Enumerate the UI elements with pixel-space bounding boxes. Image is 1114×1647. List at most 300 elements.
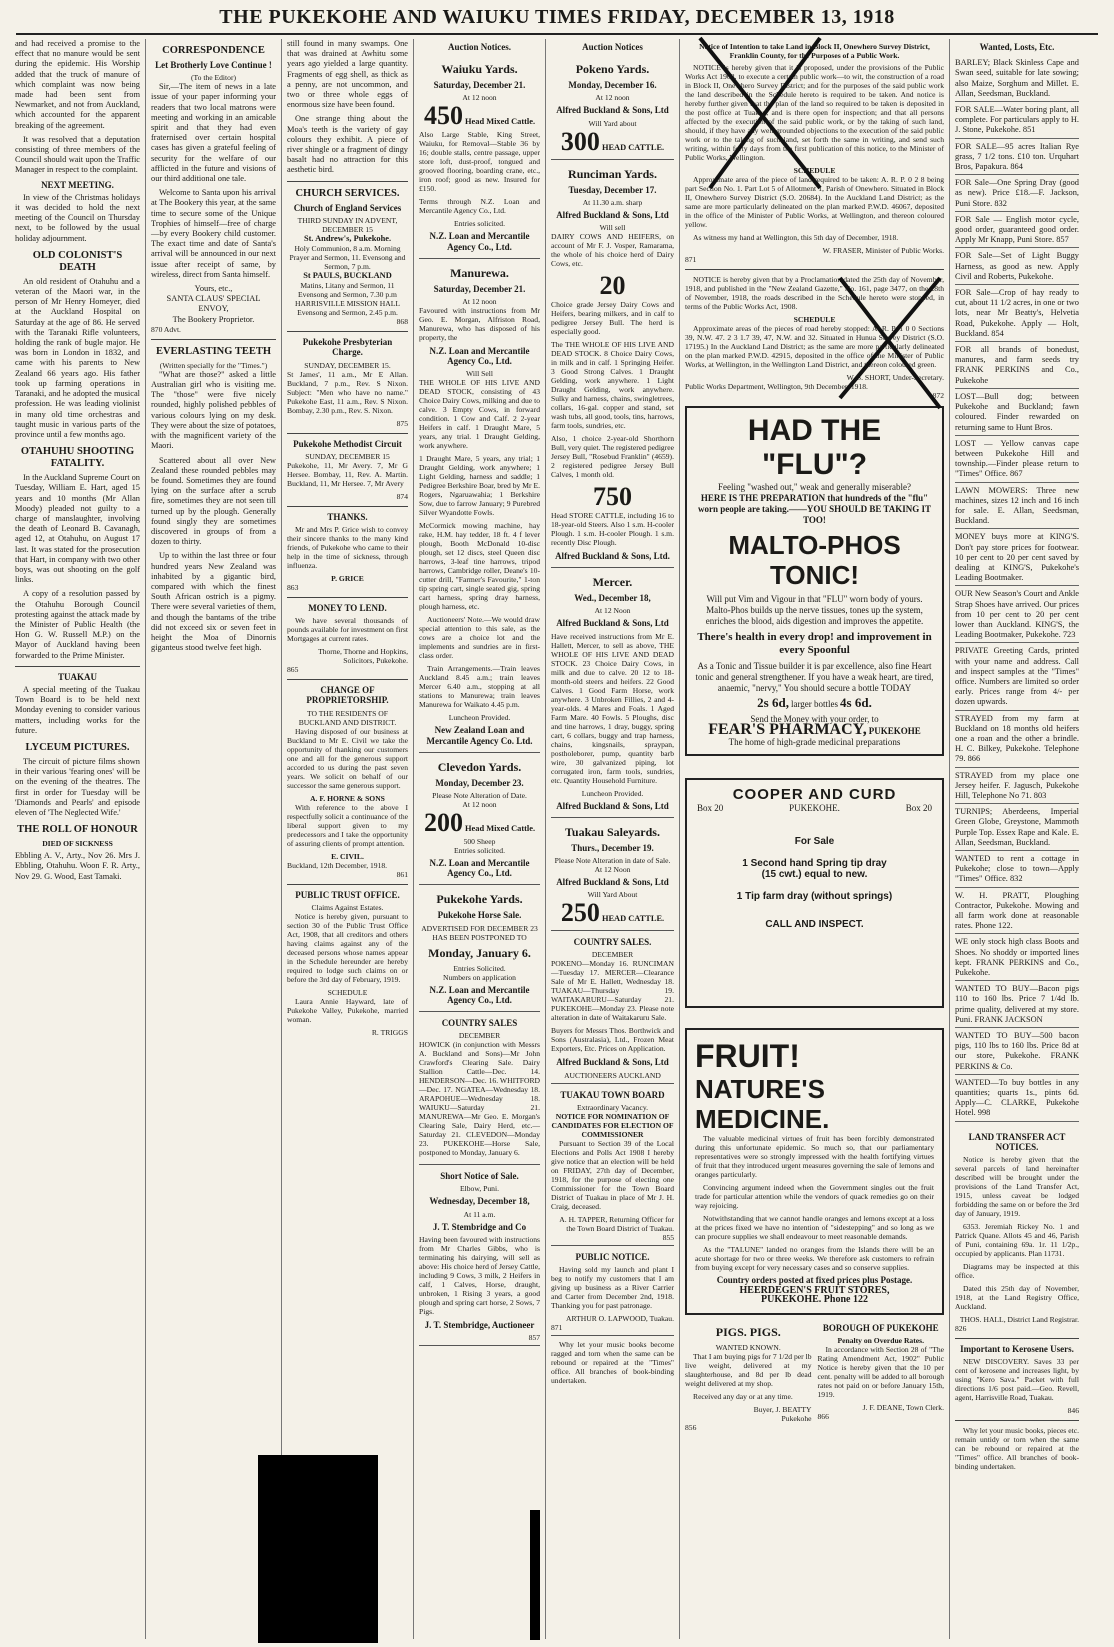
auction-pukekohe <box>419 885 540 1012</box>
advert-text: As a Tonic and Tissue builder it is par excellence, also fine Heart tonic and general strengthener. If you have a weak heart, are tired, anaemic, "nervy," You should secure a bottle TODAY <box>695 661 934 693</box>
ad-number: 857 <box>528 1333 540 1343</box>
classified-ad: W. H. PRATT, Ploughing Contractor, Pukekohe. Mowing and all farm work done at reasonable rates. Phone 122. <box>955 888 1079 935</box>
redaction-block <box>258 1455 378 1643</box>
notice-text: Notice is hereby given that the several parcels of land hereinafter described will be brought under the provisions of the Land Transfer Act, 1915, unless caveat be lodged forbidding the same on or before the 3rd day of January, 1919. <box>955 1155 1079 1219</box>
article-heading: OLD COLONIST'S DEATH <box>32 249 123 273</box>
auction-text: Entries Solicited. <box>453 963 506 973</box>
notice-text: Approximate area of the piece of land required to be taken: A. R. P. 0 2 8 being part Section No. 1. Part Lot 5 of Allotment 1, Parish of Onewhero. Situated in Block II, Onewhero Survey District (S.O. 20684). In the Auckland Land District; as the same are more particularly delineated on the plan marked P.W.D. 46067, deposited in the office of the Minister of Public Works, at Wellington, and thereon coloured yellow. <box>685 175 944 229</box>
article-text: and had received a promise to the effect that no manure would be sent during the epidemic. His Worship added that the truck of manure of which complaint was now being made had been sent from Newmarket, and not from Auckland, which accounted for the apparent breaking of the agreement. <box>15 39 140 130</box>
auction-text: Luncheon Provided. <box>448 713 511 723</box>
auction-manurewa <box>419 259 540 753</box>
auction-title: Short Notice of Sale. <box>440 1171 519 1182</box>
notice-heading: Pukekohe Presbyterian Charge. <box>302 337 393 358</box>
auction-time: At 12 noon <box>462 297 497 307</box>
advert-box: Box 20 <box>697 802 724 813</box>
ad-number: 870 Advt. <box>151 324 181 334</box>
auction-mercer <box>551 568 674 818</box>
article-text: "What are those?" asked a little Australian girl who is visiting me. The "those" were five nicely rounded, highly polished pebbles of various colours lying on my desk. They were about the size of potatoes, with the magnificent variety of the Maori. <box>151 369 276 451</box>
notice-heading: Church of England Services <box>293 202 402 213</box>
letter-text: Sir,—The item of news in a late issue of your paper informing your readers that two local matrons were meeting and working in an amicable spirit and that they had even fraternised over certain hospital cases has given a grateful feeling of security for the welfare of our afflicted in the future and visions of our third additional one tale. <box>151 82 276 184</box>
auction-date: Thurs., December 19. <box>571 842 654 853</box>
auctioneer: New Zealand Loan and Mercantile Agency Co. Ltd. <box>426 725 533 746</box>
auction-text: Also Large Stable, King Street, Waiuku, for Removal—Stable 36 by 16; double stalls, centre passage, upper store loft, dust-proof, tongued and grooved flooring, boarding crane, etc., iron roof; good as new. Insured for £150. <box>419 130 540 194</box>
auction-title: Clevedon Yards. <box>437 759 522 774</box>
classified-ad: WANTED—To buy bottles in any quantities; quarts 1s., pints 6d. Apply—C. CLARKE, Pukekohe Hotel. 998 <box>955 1075 1079 1122</box>
advert-text: Send the Money with your order, to <box>750 714 879 724</box>
column-8 <box>950 39 1084 1639</box>
notice-text: Laura Annie Hayward, late of Pukekohe Valley, Pukekohe, married woman. <box>287 996 408 1024</box>
column-5 <box>546 39 680 1639</box>
advert-text: That I am buying pigs for 7 1/2d per lb live weight, delivered at my slaughterhouse, and 8d per lb dead weight delivered at my shop. <box>685 1351 812 1388</box>
advert-headline: FRUIT! <box>695 1038 800 1074</box>
divider <box>287 506 408 507</box>
notice-text: Pursuant to Section 39 of the Local Elections and Polls Act 1908 I hereby give notice that an election will be held on FRIDAY, 27th day of December, 1918, for the purpose of electing one Commissioner for the Town Board District of Tuakau in place of Mr J. H. Craig, deceased. <box>551 1138 674 1211</box>
auction-text: 1 Draught Mare, 5 years, any trial; 1 Draught Gelding, work anywhere; 1 Light Gelding, harness and saddle; 1 Pedigree Berkshire Boar, bred by Mr E. Rogers, Ngaruawahia; 1 Berkshire Sow, due to farrow January; 9 Purebred Silver Wyandotte Fowls. <box>419 454 540 518</box>
auction-count: 450 <box>423 101 463 131</box>
cooper-curd-advert <box>685 778 944 1008</box>
classified-list <box>955 55 1079 1121</box>
auction-text: Buyers for Messrs Thos. Borthwick and Sons (Australasia), Ltd., Frozen Meat Exporters, Etc. Prices on Application. <box>551 1026 674 1054</box>
column-1 <box>10 39 146 1639</box>
notice-text: In accordance with Section 28 of "The Rating Amendment Act, 1902" Public Notice is hereby given that the 10 per cent. penalty will be added to all borough rates not paid on or before January 15th, 1919. <box>817 1345 944 1400</box>
column-4 <box>414 39 546 1639</box>
auctioneer: Alfred Buckland & Sons, Ltd <box>556 209 669 220</box>
notice-signature: Thorne, Thorne and Hopkins, Solicitors, Pukekohe. <box>318 647 408 666</box>
advert-headline: NATURE'S MEDICINE. <box>695 1074 830 1134</box>
auction-date: Wed., December 18, <box>574 593 651 604</box>
notice-signature: R. TRIGGS <box>371 1027 408 1037</box>
notice-signature: THOS. HALL, District Land Registrar. <box>959 1315 1079 1325</box>
borough-notice <box>818 1321 945 1432</box>
notice-text: With reference to the above I respectfully solicit a continuance of the liberal support given to my predecessors and I take the opportunity of assuring clients of prompt attention. <box>287 802 408 848</box>
auction-title: Pukekohe Yards. <box>436 892 523 907</box>
article-text: In view of the Christmas holidays it was decided to hold the next meeting of the Council on Thursday next, to be followed by the usual holiday adjournment. <box>15 192 140 243</box>
notice-subheading: NOTICE FOR NOMINATION OF CANDIDATES FOR ELECTION OF COMMISSIONER <box>551 1111 674 1139</box>
auction-text: Having been favoured with instructions from Mr Charles Gibbs, who is terminating his dairying, will sell as above: His choice herd of Jersey Cattle, including 9 Cows, 3 milk, 2 Heifers in calf, 1 Calves, Horse, draught, unbroken, 1 Rising 3 years, a good plough and spring cart horse, 2 Sows, 7 Pigs. <box>419 1234 540 1316</box>
divider <box>287 181 408 182</box>
classified-ad: FOR all brands of bonedust, manures, and farm seeds try FRANK PERKINS and Co., Pukekohe <box>955 342 1079 389</box>
auction-subtitle: Pukekohe Horse Sale. <box>437 910 522 921</box>
advert-text: larger bottles <box>790 699 839 709</box>
auction-text: POKENO—Monday 16. RUNCIMAN—Tuesday 17. MERCER—Clearance Sale of Mr E. Hallett, Wednesday 18. TUAKAU—Thursday 19. WAITAKARURU—Saturday 21. PUKEKOHE—Monday 23. Please note alteration in date of Waitakaruru Sale. <box>551 959 674 1023</box>
ad-number: 855 <box>662 1232 674 1242</box>
notice-text: St PAULS, BUCKLAND <box>303 271 392 281</box>
notice-text: Having disposed of our business at Buckland to Mr E. Civil we take the opportunity of thanking our customers one and all for the generous support accorded to us during the past seven years. We solicit on behalf of our successor the same generous support. <box>287 726 408 790</box>
auction-subtitle: Elbow, Puni. <box>460 1184 499 1194</box>
advert-text: Convincing argument indeed when the Government singles out the fruit trade for particular attention while the vendors of quack remedies go on their way rejoicing. <box>695 1183 934 1210</box>
auction-time: At 12 Noon <box>594 865 631 875</box>
notice-text: SUNDAY, DECEMBER 15 <box>305 451 390 461</box>
auctioneer: Alfred Buckland & Sons, Ltd <box>556 618 669 629</box>
auctioneer: N.Z. Loan and Mercantile Agency Co., Ltd. <box>429 231 530 252</box>
auctioneer: Alfred Buckland & Sons, Ltd <box>556 1057 669 1068</box>
ad-number: 863 <box>287 583 299 593</box>
auction-pokeno <box>551 55 674 159</box>
auction-text: Numbers on application <box>443 972 516 982</box>
auction-date: Saturday, December 21. <box>433 283 526 294</box>
auction-lot: Head Mixed Cattle. <box>465 117 536 127</box>
ad-number: 846 <box>1067 1406 1079 1416</box>
article-text: A special meeting of the Tuakau Town Board is to be held next Monday evening to consider various matters, including works for the future. <box>15 684 140 735</box>
auction-title: COUNTRY SALES <box>441 1018 518 1029</box>
auction-note: Please Note Alteration of Date. <box>432 791 527 801</box>
article-text: The circuit of picture films shown in their various 'fearing ones' will be on the evening of the theatres. The first in order for Tuesday will be 'Diamonds and Pearls' and episode eleven of 'The Neglected Wife.' <box>15 756 140 817</box>
advert-box: Box 20 <box>905 802 932 813</box>
notice-town-board <box>551 1084 674 1246</box>
auction-time: At 12 noon <box>462 93 497 103</box>
advert-town: Pukekohe <box>781 1413 812 1423</box>
auction-tuakau <box>551 818 674 931</box>
notice-signature: ARTHUR O. LAPWOOD, Tuakau. <box>566 1314 674 1324</box>
masthead: THE PUKEKOHE AND WAIUKU TIMES FRIDAY, DECEMBER 13, 1918 <box>16 6 1098 35</box>
auction-text: Have received instructions from Mr E. Hallett, Mercer, to sell as above, THE WHOLE OF HIS LIVE AND DEAD STOCK. 23 Choice Dairy Cows, in milk and due to calve. 20 12 to 18-month-old steers and heifers. 22 Good Calves. 1 Good Farm Horse, work anywhere. 3 Unbroken Fillies, 2 and 4-year-olds. 4 Mares and Foals. 1 Aged Farm Mare. 40 Fowls. 5 Ploughs, disc and tine harrows, 1 dray, buggy, spring cart, 6 collars, buggy and trap harness, chains, kingsnails, spraypan, postholeborer, pump, quantity barb wire, 30 galvanized piping, lot corrugated iron, farm tools, sundries, etc. Quantity Household Furniture. <box>551 631 674 785</box>
classified-ad: FOR Sale—Set of Light Buggy Harness, as good as new. Apply Civil and Roberts, Pukekohe. <box>955 248 1079 285</box>
divider <box>955 1420 1079 1421</box>
ad-number: 868 <box>396 317 408 327</box>
notice-subheading: SCHEDULE <box>793 315 836 324</box>
auction-text: Entries solicited. <box>453 846 506 856</box>
advert-text: Will put Vim and Vigour in that "FLU" worn body of yours. Malto-Phos builds up the nerve tissues, tones up the system, enriches the blood, aids digestion and improves the appetite. <box>705 594 924 626</box>
notice-text: Mr and Mrs P. Grice wish to convey their sincere thanks to the many kind friends, of Pukekohe who came to their help in the time of sickness, through influenza. <box>287 525 408 571</box>
classified-ad: LAWN MOWERS: Three new machines, sizes 12 inch and 16 inch for sale. E. Allan, Seedsman, Buckland. <box>955 483 1079 530</box>
auctioneer: J. T. Stembridge, Auctioneer <box>424 1319 535 1330</box>
notice-signature: J. F. DEANE, Town Clerk. <box>862 1403 944 1413</box>
auction-time: At 12 Noon <box>594 606 631 616</box>
notice-heading: BOROUGH OF PUKEKOHE <box>822 1322 939 1333</box>
classified-ad: BARLEY; Black Skinless Cape and Swan seed, suitable for late sowing; also Maize, Sorghum and Millet. E. Allan, Seedsman, Buckland. <box>955 55 1079 102</box>
auction-lot: 500 Sheep <box>463 837 496 847</box>
advert-business: HEERDEGEN'S FRUIT STORES, <box>739 1284 890 1296</box>
notice-text: HARRISVILLE MISSION HALL Evensong and Sermon, 2.45 p.m. <box>294 299 401 318</box>
article-byline: (Written specially for the "Times.") <box>159 360 268 370</box>
classified-ad: LOST—Bull dog; between Pukekohe and Buckland; fawn coloured. Finder rewarded on returning same to Hunt Bros. <box>955 389 1079 436</box>
notice-text: NEW DISCOVERY. Saves 33 per cent of kerosene and increases light, by using "Kero Sava." Packet with full directions 1/6 post paid.—Geo. Revell, agent, Harrisville Road, Tuakau. <box>955 1357 1079 1403</box>
classified-ad: WANTED TO BUY—Bacon pigs 110 to 160 lbs. Price 7 1/4d lb. prime quality, delivered at my store. Puni. FRANK JACKSON <box>955 981 1079 1028</box>
notice-subheading: TO THE RESIDENTS OF BUCKLAND AND DISTRICT. <box>298 708 397 727</box>
notice-signature: E. CIVIL. <box>331 851 364 861</box>
auctioneer: N.Z. Loan and Mercantile Agency Co., Ltd. <box>429 984 530 1005</box>
auction-text: Will Sell <box>466 369 493 379</box>
auction-title: Manurewa. <box>450 265 509 280</box>
classified-ad: OUR New Season's Court and Ankle Strap Shoes have arrived. Our prices from 10 per cent to 20 per cent lower than Auckland. KING'S, the Leading Bootmaker, Pukekohe. 723 <box>955 586 1079 643</box>
notice-heading: MONEY TO LEND. <box>308 603 387 614</box>
notice-text: As witness my hand at Wellington, this 5th day of December, 1918. <box>693 233 899 242</box>
advert-headline: HAD THE "FLU"? <box>747 414 882 481</box>
auction-title: Runciman Yards. <box>568 166 657 181</box>
notice-signature: A. H. TAPPER, Returning Officer for the Town Board District of Tuakau. <box>559 1214 674 1233</box>
notice-signature: W. FRASER, Minister of Public Works. <box>822 246 944 255</box>
auction-lot: Head Mixed Cattle. <box>465 824 536 834</box>
auction-text: Choice grade Jersey Dairy Cows and Heifers, bearing milkers, and in calf to pedigree Jersey Bull. The herd is especially good. <box>551 300 674 337</box>
column-2 <box>146 39 282 1639</box>
auction-text: Entries solicited. <box>453 219 506 229</box>
auction-count: 250 <box>560 898 600 928</box>
classified-ad: WE only stock high class Boots and Shoes. No shoddy or imported lines kept. FRANK PERKINS and Co., Pukekohe. <box>955 934 1079 981</box>
article-text: Scattered about all over New Zealand these rounded pebbles may be found. Sometimes they are found lying on the surface after a scrub fire, sometimes they are not seen till turned up by the plough. Generally found singly they are sometimes discovered in groups of from a dozen to thirty. <box>151 455 276 547</box>
auctioneer-location: AUCTIONEERS AUCKLAND <box>564 1070 661 1080</box>
auction-count: 200 <box>423 808 463 838</box>
column-3 <box>282 39 414 1639</box>
notice-heading: LAND TRANSFER ACT NOTICES. <box>968 1131 1066 1152</box>
advert-town: PUKEKOHE. <box>789 802 840 813</box>
ad-number: 871 <box>551 1323 563 1333</box>
notice-text: Dated this 25th day of November, 1918, at the Land Registry Office, Auckland. <box>955 1284 1079 1312</box>
classified-ad: FOR Sale—Crop of hay ready to cut, about 11 1/2 acres, in one or two lots, near Mr Beatty's, Helvetia Road, Pukekohe. Apply — Holt, Buckland. 854 <box>955 285 1079 342</box>
article-text: Up to within the last three or four hundred years New Zealand was inhabited by a gigantic bird, compared with which the finest South African ostrich is a pigmy. There were several varieties of them, and though the bantams of the tribe did not exceed six or seven feet in height the Moa of Dinornis giganteus stood twelve feet high. <box>151 551 276 653</box>
auctioneer: Alfred Buckland & Sons, Ltd <box>556 105 669 116</box>
notice-text: Why let your music books, pieces etc. remain untidy or torn when the same can be rebound or repaired at the "Times" office. All branches of book-binding undertaken. <box>955 1426 1079 1472</box>
notice-text: St. Andrew's, Pukekohe. <box>303 233 392 243</box>
notice-heading: THANKS. <box>327 511 368 522</box>
classified-ad: FOR SALE—95 acres Italian Rye grass, 7 1/2 tons. £10 ton. Urquhart Bros, Papakura. 864 <box>955 139 1079 176</box>
auction-time: At 12 noon <box>595 93 630 103</box>
notice-subheading: Extraordinary Vacancy. <box>576 1102 649 1112</box>
redaction-block <box>530 1510 540 1640</box>
notice-text: NOTICE is hereby given that it is proposed, under the provisions of the Public Works Act 1908, to execute a certain public work—to wit, the construction of a road in Block II, Onewhero Survey District; and for the purposes of the said public work the land described in the Schedule hereto is required to be taken. And notice is hereby further given that the plan of the land so required to be taken is deposited in the post office at Tuakau, and is there open for inspection; and that all persons affected by the execution of the said public work, or by the taking of such land, should, if they have any well-grounded objections to the execution of the said public work or to the taking of such land, set forth the same in writing, and send such writing, within forty days from the first publication of this notice, to the Minister of Public Works, Wellington. <box>685 63 944 162</box>
classified-ad: LOST — Yellow canvas cape between Pukekohe Hill and township.—Finder please return to "Times" Office. 867 <box>955 436 1079 483</box>
ad-number: 874 <box>396 491 408 501</box>
notice-signature: A. F. HORNE & SONS <box>310 793 385 803</box>
article-heading: EVERLASTING TEETH <box>155 345 272 357</box>
auction-lot: HEAD CATTLE. <box>601 914 665 924</box>
auction-title: Waiuku Yards. <box>441 62 518 77</box>
fruit-advert <box>685 1028 944 1315</box>
notice-text: We have several thousands of pounds available for investment on first Mortgages at current rates. <box>287 616 408 644</box>
advert-price: 2s 6d, <box>757 695 789 710</box>
auction-text: HOWICK (in conjunction with Messrs A. Buckland and Sons)—Mr John Crawford's Clearing Sale. Dairy Stallion Cattle—Dec. 14. HENDERSON—Dec. 16. WHITFORD—Dec. 17. NGATEA—Wednesday 18. ARAPOHUE—Wednesday 18. WAIUKU—Saturday 21. MANUREWA—Mr Geo. E. Morgan's Clearing Sale, Dairy Herd, etc.—Saturday 21. CLEVEDON—Monday 23. PUKEKOHE—Horse Sale, postponed to Monday, January 6. <box>419 1040 540 1158</box>
auction-text: The THE WHOLE OF HIS LIVE AND DEAD STOCK. 8 Choice Dairy Cows, in milk and in calf. 1 Springing Heifer. 3 Good Strong Calves. 1 Draught Gelding, work anywhere. 1 Light Draught Gelding, work anywhere. Sulky and harness, chains, swingletrees, collars, 16-gal. copper and stand, set wash tubs, all good, tools, tins, harrows, farm tools, sundries, etc. <box>551 340 674 431</box>
ad-number: 826 <box>955 1324 967 1334</box>
divider <box>287 597 408 598</box>
auction-date: Wednesday, December 18, <box>429 1196 530 1207</box>
notice-heading: PUBLIC NOTICE. <box>575 1251 650 1262</box>
notice-text: Diagrams may be inspected at this office. <box>955 1262 1079 1281</box>
auction-text: McCormick mowing machine, hay rake, H.M. hay tedder, 18 ft. 4 f lever plough, Booth McDonald 10-disc plough, set 12 discs, steel Queen disc harrows, 3-leaf tine harrows, tripod harrows, Cambridge roller, Deane's 10-cutter drill, "Farmer's Favourite," 1-ton tip spring cart, single seated gig, spring cart harness, spring dray harness, plough harness, etc. <box>419 521 540 612</box>
ad-number: 875 <box>396 418 408 428</box>
advert-text: For Sale <box>794 836 835 848</box>
advert-call: CALL AND INSPECT. <box>765 918 864 930</box>
notice-text: Pukekohe, 11, Mr Avery. 7, Mr G Hersee. Bombay, 11, Rev. A. Martin. Buckland, 11, Mr Hersee. 7, Mr Avery <box>287 460 408 488</box>
notice-subheading: SCHEDULE <box>793 166 836 175</box>
ad-number: 871 <box>685 255 697 264</box>
malto-phos-advert <box>685 406 944 756</box>
letter-text: Welcome to Santa upon his arrival at The Bookery this year, at the same time to secure some of the Unique Trophies of himself—free of charge—by every Bookery child customer. The exact time and date of Santa's arrival will be announced in our next issue after receipt of same, by wireless, direct from Santa himself. <box>151 188 276 279</box>
auction-count: 20 <box>599 271 626 301</box>
auction-text: Terms through N.Z. Loan and Mercantile Agency Co., Ltd. <box>419 197 540 216</box>
subheading: DIED OF SICKNESS <box>42 839 113 849</box>
column-6-7 <box>680 39 950 1639</box>
auction-text: Will Yard about <box>588 118 637 128</box>
auctioneer: Alfred Buckland & Sons, Ltd. <box>555 551 670 562</box>
auction-note: Please Note Alteration in date of Sale. <box>554 856 671 866</box>
article-heading: LYCEUM PICTURES. <box>25 741 130 753</box>
divider <box>287 331 408 332</box>
classified-ad: WANTED TO BUY—500 bacon pigs, 110 lbs to 160 lbs. Price 8d at our store, Pukekohe. FRANK PERKINS & Co. <box>955 1028 1079 1075</box>
auction-text: Luncheon Provided. <box>581 788 644 798</box>
auction-time: At 11 a.m. <box>463 1209 496 1219</box>
advert-product: MALTO-PHOS TONIC! <box>728 530 901 590</box>
article-text: Ebbling A. V., Arty., Nov 26. Mrs J. Ebbling, Otahuhu. Woon F. R. Arty., Nov 29. G. Wood, East Tamaki. <box>15 851 140 881</box>
classified-ad: MONEY buys more at KING'S. Don't pay store prices for footwear. 10 per cent to 20 per cent saved by dealing at KING'S, Pukekohe's Leading Bootmaker. <box>955 529 1079 586</box>
advert-item: (15 cwt.) equal to new. <box>761 869 868 881</box>
auction-date: Tuesday, December 17. <box>568 184 657 195</box>
notice-text: Holy Communion, 8 a.m. Morning Prayer and Sermon, 11. Evensong and Sermon, 7 p.m. <box>289 244 406 272</box>
auction-title: Mercer. <box>592 575 633 590</box>
notice-text: Matins, Litany and Sermon, 11 Evensong and Sermon, 7.30 p.m <box>298 281 397 300</box>
auction-text: THE WHOLE OF HIS LIVE AND DEAD STOCK, consisting of 43 Choice Dairy Cows, milking and due to calve. 3 Empty Cows, in forward condition. 1 Cow and Calf. 2 2-year Heifers in calf. 1 Draught Mare, 5 years, any trial. 1 Draught Gelding, work anywhere. <box>419 378 540 451</box>
country-sales <box>551 931 674 1083</box>
notice-heading: TUAKAU TOWN BOARD <box>560 1089 665 1100</box>
public-notice <box>551 1246 674 1336</box>
advert-text: The home of high-grade medicinal preparations <box>728 737 901 747</box>
auctioneer: N.Z. Loan and Mercantile Agency Co., Ltd. <box>429 346 530 367</box>
article-text: It was resolved that a deputation consisting of three members of the Council should wait upon the Traffic Manager in respect to the complaint. <box>15 134 140 175</box>
letter-salutation: (To the Editor) <box>190 73 237 83</box>
article-text: One strange thing about the Moa's teeth is the variety of gay colours they exhibit. A piece of river shingle or a fragment of dingy basalt had no attraction for this aesthetic bird. <box>287 114 408 175</box>
auction-text: DAIRY COWS AND HEIFERS, on account of Mr F. J. Vosper, Ramarama, the whole of his choice herd of Dairy Cows, etc. <box>551 232 674 269</box>
auction-title: Tuakau Saleyards. <box>565 824 660 839</box>
auctioneer: N.Z. Loan and Mercantile Agency Co., Ltd. <box>429 858 530 879</box>
notice-heading: Important to Kerosene Users. <box>960 1344 1074 1355</box>
auction-text: Train Arrangements.—Train leaves Auckland 8.45 a.m.; train leaves Mercer 6.40 a.m., stopping at all stations to Manurewa; train leaves Manurewa for Waikato 4.45 p.m. <box>419 664 540 710</box>
divider <box>287 679 408 680</box>
section-heading: Auction Notices <box>582 42 643 52</box>
letter-signature: The Bookery Proprietor. <box>172 314 255 324</box>
auction-date: Saturday, December 21. <box>433 80 526 91</box>
notice-heading: CHANGE OF PROPRIETORSHIP. <box>306 685 389 706</box>
advert-text: Notwithstanding that we cannot handle oranges and lemons except at a loss at the prices fixed we have no intention of "sidestepping" and so long as we can procure supplies we shall endeavour to meet reasonable demands. <box>695 1214 934 1241</box>
divider <box>287 433 408 434</box>
classified-ad: PRIVATE Greeting Cards, printed with your name and address. Call and inspect samples at the "Times" office. Numbers are limited so order early. Prices range from 4/- per dozen upwards. <box>955 643 1079 710</box>
notice-text: Why let your music books become ragged and torn when the same can be rebound or repaired at the "Times" office. All branches of book-binding undertaken. <box>551 1340 674 1386</box>
notice-signature: W. S. SHORT, Under-Secretary. <box>846 373 944 382</box>
auction-count: 750 <box>593 482 632 512</box>
auction-title: Pokeno Yards. <box>575 62 650 77</box>
auction-time: At 11.30 a.m. sharp <box>582 197 643 207</box>
auctioneer: J. T. Stembridge and Co <box>432 1221 527 1232</box>
article-heading: THE ROLL OF HONOUR <box>17 824 138 836</box>
notice-text: Approximate areas of the pieces of road hereby stopped: A. R. P. 1 0 0 Sections 39, N.W. 47. 2 3 1.7 39, 47, N.W. and 32. Situated in Hunua Survey District (S.O. 17195.) In the Auckland Land District; as the same are more particularly delineated on the plan marked P.W.D. 42915, deposited in the office of the Minister of Public Works, at Wellington, in the Wellington Land District, and thereon coloured green. <box>685 324 944 369</box>
notice-heading: Notice of Intention to take Land in Block II, Onewhero Survey District, Franklin County, for the Purposes of a Public Work. <box>699 42 930 60</box>
auction-waiuku <box>419 55 540 259</box>
notice-subheading: Penalty on Overdue Rates. <box>837 1336 924 1346</box>
notice-subheading: SCHEDULE <box>327 987 368 997</box>
notice-text: THIRD SUNDAY IN ADVENT, DECEMBER 15 <box>297 215 398 234</box>
notice-heading: Pukekohe Methodist Circuit <box>293 438 402 449</box>
advert-item: 1 Second hand Spring tip dray <box>742 857 887 869</box>
subheading: NEXT MEETING. <box>41 179 114 190</box>
auction-text: Favoured with instructions from Mr Geo. E. Morgan, Alfriston Road, Manurewa, who has disposed of his property, the <box>419 306 540 343</box>
auction-text: Auctioneers' Note.—We would draw special attention to this sale, as the cows are a choice lot and the implements and sundries are in first-class order. <box>419 615 540 661</box>
advert-business: COOPER AND CURD <box>732 786 897 803</box>
subheading: TUAKAU <box>57 671 97 682</box>
advert-town: PUKEKOHE <box>868 726 921 736</box>
ad-number: 865 <box>287 665 299 675</box>
ad-number: 861 <box>396 869 408 879</box>
letter-heading: Let Brotherly Love Continue ! <box>155 60 272 70</box>
advert-item: 1 Tip farm dray (without springs) <box>736 890 893 902</box>
notice-text: Notice is hereby given, pursuant to section 30 of the Public Trust Office Act, 1908, that all creditors and others having claims against any of the deceased persons whose names appear in the Schedule hereunder are hereby required to lodge such claims on or before the 3rd day of February, 1919. <box>287 911 408 984</box>
advert-text: Feeling "washed out," weak and generally miserable? <box>717 482 912 492</box>
letter-signature: Yours, etc., <box>194 284 233 294</box>
advert-headline: PIGS. PIGS. <box>715 1324 781 1339</box>
pigs-advert <box>685 1321 812 1432</box>
auction-clevedon <box>419 753 540 886</box>
auction-date: Monday, December 16. <box>568 80 657 91</box>
notice-place: Public Works Department, Wellington, 9th December, 1918. <box>685 382 868 391</box>
notice-subheading: Claims Against Estates. <box>311 902 384 912</box>
notice-text: 6353. Jeremiah Rickey No. 1 and Patrick Quane. Allots 45 and 46, Parish of Puni, containing 69a. 1r. 11 1/2p., occupied by applicants. Plan 11731. <box>955 1222 1079 1259</box>
classified-ad: WANTED to rent a cottage in Pukekohe; close to town—Apply "Times" Office. 832 <box>955 851 1079 888</box>
advert-town: PUKEKOHE. Phone 122 <box>761 1294 868 1306</box>
notice-text: NOTICE is hereby given that by a Proclamation dated the 25th day of November, 1918, and published in the "New Zealand Gazette," No. 161, page 3477, on the 28th of November, 1918, the roads described in the Schedule hereto were stopped, in terms of the Public Works Act, 1908. <box>685 275 944 311</box>
notice-text: SUNDAY, DECEMBER 15. <box>304 360 391 370</box>
notice-heading: PUBLIC TRUST OFFICE. <box>295 889 400 900</box>
auction-subtitle: DECEMBER <box>591 950 634 960</box>
classified-ad: FOR Sale—One Spring Dray (good as new). Price £18.—F. Jackson, Puni Store. 832 <box>955 175 1079 212</box>
advert-text: Received any day or at any time. <box>693 1391 793 1401</box>
columns <box>10 39 1104 1639</box>
advert-text: WANTED KNOWN. <box>715 1342 781 1352</box>
classified-ad: STRAYED from my farm at Buckland on 18 months old heifers one a roan and the other a brindle. H. C. Bilkey, Pukekohe. Telephone 79. 866 <box>955 711 1079 768</box>
ad-number: 872 <box>932 391 944 400</box>
notice-signature: P. GRICE <box>331 574 364 584</box>
auctioneer: Alfred Buckland & Sons, Ltd <box>556 877 669 888</box>
divider <box>15 666 140 667</box>
divider <box>955 1338 1079 1339</box>
notice-text: Having sold my launch and plant I beg to notify my customers that I am giving up business as a River Carrier and Carter from December 2nd, 1918. Thanking you for past patronage. <box>551 1265 674 1311</box>
auction-elbow <box>419 1165 540 1346</box>
auction-date: Monday, December 23. <box>435 777 524 788</box>
ad-number: 866 <box>817 1412 829 1422</box>
auction-runciman <box>551 160 674 569</box>
advert-text: As the "TALUNE" landed no oranges from the Islands there will be an acute shortage for two or three weeks. We therefore ask customers to refrain from buying except for very necessary cases and so conserve supplies. <box>695 1245 934 1272</box>
section-heading: CORRESPONDENCE <box>162 45 265 56</box>
section-heading: Wanted, Losts, Etc. <box>979 42 1055 52</box>
advert-text: The valuable medicinal virtues of fruit has been forcibly demonstrated during this unfortunate epidemic. So much so, that our parliamentary representatives were so strongly impressed with the health fortifying virtues of fruit that they introduced urgent measures governing the sale of lemons and oranges particularly. <box>695 1134 934 1179</box>
notice-place: Buckland, 12th December, 1918. <box>287 860 388 870</box>
auction-text: Will sell <box>599 223 626 233</box>
auction-title: COUNTRY SALES. <box>573 937 652 948</box>
advert-text: HERE IS THE PREPARATION that hundreds of the "flu" worn people are taking.——YOU SHOULD BE TAKING IT TOO! <box>697 493 932 525</box>
article-heading: OTAHUHU SHOOTING FATALITY. <box>20 446 135 470</box>
divider <box>151 339 276 340</box>
auction-text: Also, 1 choice 2-year-old Shorthorn Bull, very quiet. The registered pedigree Jersey Bull, "Rosebud Franklin" (4659). 2 registered pedigree Jersey Bull Calves, 1 month old. <box>551 434 674 480</box>
advert-price: 4s 6d. <box>840 695 872 710</box>
section-heading: Auction Notices. <box>448 42 511 52</box>
auction-text: Head STORE CATTLE, including 16 to 18-year-old Steers. Also 1 s.m. H-cooler Plough. 1 s.m. H-cooler Plough. 1 s.m. recently Disc Plough. <box>551 511 674 548</box>
auctioneer: Alfred Buckland & Sons, Ltd <box>556 800 669 811</box>
section-heading: CHURCH SERVICES. <box>295 187 400 199</box>
classified-ad: STRAYED from my place one Jersey heifer. F. Jagusch, Pukekohe Hill, Telephone No 71. 803 <box>955 768 1079 805</box>
article-text: A copy of a resolution passed by the Otahuhu Borough Council protesting against the attack made by the Minister of Public Health (the Hon G. W. Russell M.P.) on the Mayor of Auckland having been forwarded to the Prime Minister. <box>15 589 140 660</box>
article-text: In the Auckland Supreme Court on Tuesday, William E. Hart, aged 15 years and 10 months (Mr Allan Moody) pleaded not guilty to a charge of manslaughter, involving the death of Leonard B. Cavanagh, aged 12, at Otahuhu, on August 17 last. It was stated for the prosecution that Hart, in company with two other boys, was out shooting on the golf links. <box>15 473 140 585</box>
classified-ad: FOR SALE—Water boring plant, all complete. For particulars apply to H. J. Stone, Pukekohe. 851 <box>955 102 1079 139</box>
auction-lot: HEAD CATTLE. <box>601 142 665 152</box>
auction-time: At 12 noon <box>462 800 497 810</box>
divider <box>685 269 944 270</box>
classified-ad: TURNIPS; Aberdeens, Imperial Green Globe, Greystone, Mammoth Purple Top. Essex Rape and Kale. E. Allan, Seedsman, Buckland. <box>955 804 1079 851</box>
auction-text: ADVERTISED FOR DECEMBER 23 HAS BEEN POSTPONED TO <box>421 923 538 942</box>
advert-slogan: There's health in every drop! and improvement in every Spoonful <box>697 631 932 656</box>
auction-subtitle: DECEMBER <box>458 1031 501 1041</box>
ad-number: 856 <box>685 1422 697 1432</box>
auction-text: Will Yard About <box>587 890 638 900</box>
country-sales <box>419 1012 540 1165</box>
divider <box>287 884 408 885</box>
letter-signature: SANTA CLAUS' SPECIAL ENVOY, <box>166 294 261 314</box>
auction-count: 300 <box>560 126 600 156</box>
